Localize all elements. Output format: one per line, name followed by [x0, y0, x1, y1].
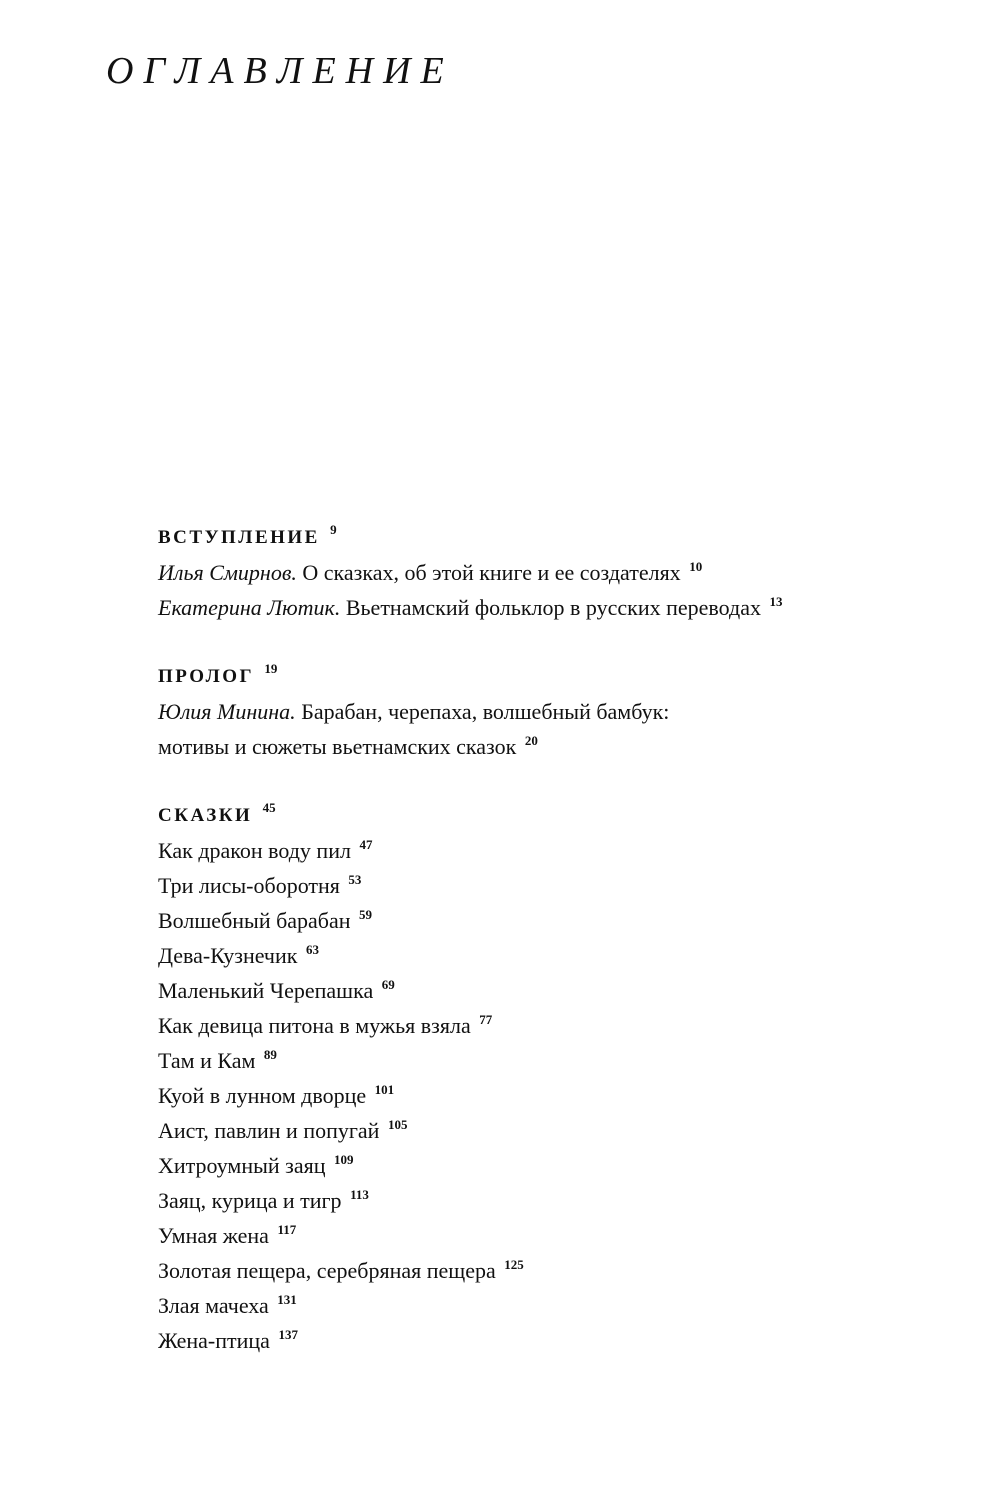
toc-entry: [158, 1148, 958, 1183]
entry-title: Волшебный барабан: [158, 908, 351, 933]
entry-title: мотивы и сюжеты вьетнамских сказок: [158, 734, 517, 759]
toc-section-tales: [158, 798, 958, 1358]
page-number: 89: [263, 1047, 277, 1062]
page-number: 45: [262, 800, 276, 815]
entry-title: Как девица питона в мужья взяла: [158, 1013, 471, 1038]
entry-title: О сказках, об этой книге и ее создателях: [296, 560, 681, 585]
toc-entry: [158, 1323, 958, 1358]
entry-author: Екатерина Лютик.: [158, 595, 341, 620]
toc-entry: [158, 1008, 958, 1043]
toc-entry: [158, 1043, 958, 1078]
toc-entry: [158, 1288, 958, 1323]
entry-title: Дева-Кузнечик: [158, 943, 298, 968]
entry-title: Золотая пещера, серебряная пещера: [158, 1258, 496, 1283]
page-number: 105: [387, 1117, 408, 1132]
page-number: 59: [359, 907, 373, 922]
table-of-contents: [158, 520, 958, 1392]
toc-entry: [158, 903, 958, 938]
page-number: 9: [330, 522, 337, 537]
toc-entry: [158, 1078, 958, 1113]
entry-title: Злая мачеха: [158, 1293, 269, 1318]
toc-section-prologue: [158, 659, 958, 764]
toc-entry: [158, 729, 958, 764]
entry-title: Жена-птица: [158, 1328, 270, 1353]
page-number: 69: [381, 977, 395, 992]
entry-title: Заяц, курица и тигр: [158, 1188, 342, 1213]
toc-entry: [158, 590, 958, 625]
toc-entry: [158, 1253, 958, 1288]
page-number: 101: [374, 1082, 395, 1097]
toc-entry: [158, 1183, 958, 1218]
toc-entry: [158, 868, 958, 903]
page-title: ОГЛАВЛЕНИЕ: [106, 50, 454, 92]
page-number: 20: [524, 733, 538, 748]
toc-entry: [158, 938, 958, 973]
page-number: 117: [277, 1222, 297, 1237]
page-number: 125: [504, 1257, 524, 1272]
toc-entry: [158, 833, 958, 868]
entry-title: Там и Кам: [158, 1048, 256, 1073]
page-number: 19: [264, 661, 278, 676]
page-number: 113: [350, 1187, 369, 1202]
toc-section-introduction: [158, 520, 958, 625]
section-heading-text: ВСТУПЛЕНИЕ: [158, 527, 320, 548]
page-number: 13: [769, 594, 783, 609]
entry-title: Умная жена: [158, 1223, 269, 1248]
page-number: 63: [305, 942, 319, 957]
toc-entry: [158, 973, 958, 1008]
toc-entry: [158, 555, 958, 590]
section-heading: [158, 520, 958, 555]
entry-title: Вьетнамский фольклор в русских переводах: [340, 595, 761, 620]
entry-title: Барабан, черепаха, волшебный бамбук:: [295, 699, 670, 724]
toc-entry: [158, 1113, 958, 1148]
section-heading-text: ПРОЛОГ: [158, 666, 255, 687]
page-number: 77: [479, 1012, 493, 1027]
section-heading: [158, 659, 958, 694]
toc-entry: [158, 694, 958, 729]
page-number: 109: [334, 1152, 354, 1167]
section-heading-text: СКАЗКИ: [158, 805, 253, 826]
entry-title: Куой в лунном дворце: [158, 1083, 367, 1108]
entry-author: Илья Смирнов.: [158, 560, 297, 585]
page-number: 137: [278, 1327, 298, 1342]
entry-title: Три лисы-оборотня: [158, 873, 340, 898]
page-number: 131: [277, 1292, 297, 1307]
page-number: 53: [348, 872, 362, 887]
entry-title: Аист, павлин и попугай: [158, 1118, 380, 1143]
section-heading: [158, 798, 958, 833]
entry-title: Маленький Черепашка: [158, 978, 374, 1003]
entry-title: Как дракон воду пил: [158, 838, 351, 863]
toc-entry: [158, 1218, 958, 1253]
page-number: 10: [689, 559, 703, 574]
entry-author: Юлия Минина.: [158, 699, 296, 724]
entry-title: Хитроумный заяц: [158, 1153, 326, 1178]
page-number: 47: [359, 837, 373, 852]
